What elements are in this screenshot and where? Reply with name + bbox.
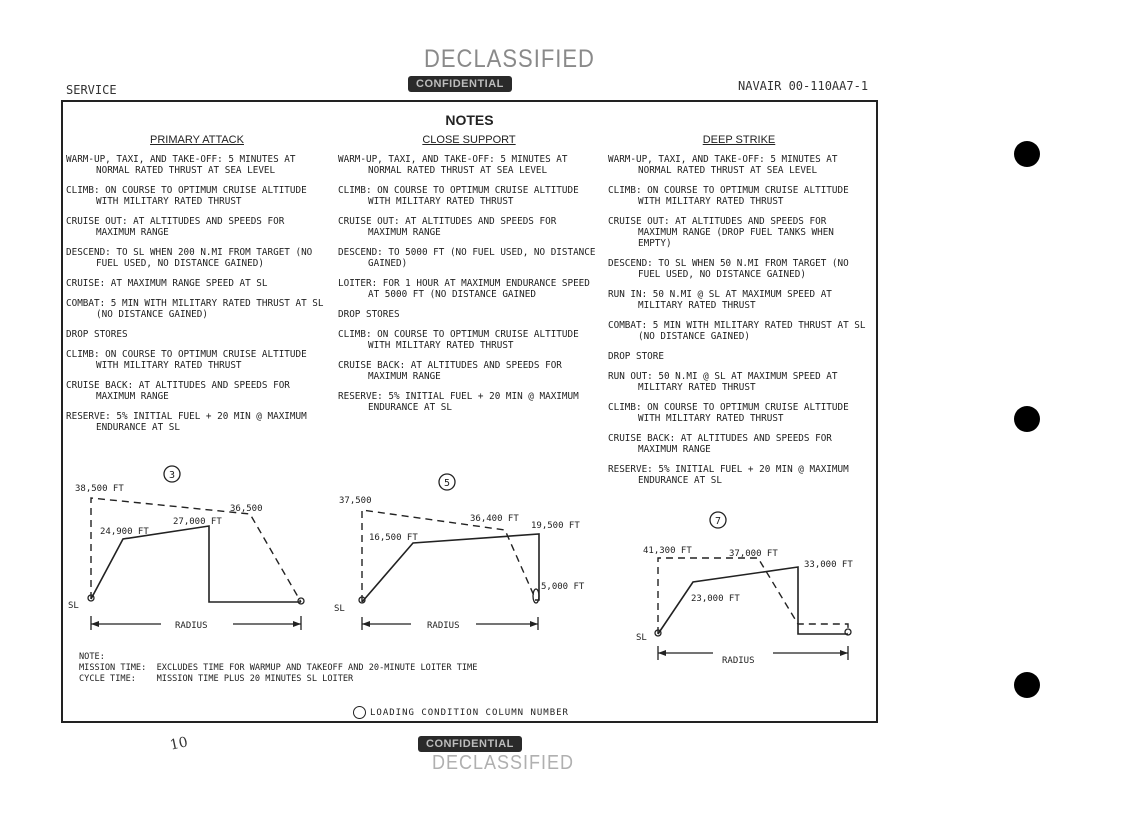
note-item: RUN IN: 50 N.MI @ SL AT MAXIMUM SPEED AT MILITARY RATED THRUST <box>608 289 832 311</box>
note-item: LOITER: FOR 1 HOUR AT MAXIMUM ENDURANCE SPEED AT 5000 FT (NO DISTANCE GAINED <box>338 278 590 300</box>
note-item: CLIMB: ON COURSE TO OPTIMUM CRUISE ALTITUDE WITH MILITARY RATED THRUST <box>608 402 849 424</box>
sl-label: SL <box>334 604 345 614</box>
alt-label: 24,900 FT <box>100 527 149 537</box>
note-item: CLIMB: ON COURSE TO OPTIMUM CRUISE ALTITUDE WITH MILITARY RATED THRUST <box>608 185 849 207</box>
alt-label: 38,500 FT <box>75 484 124 494</box>
confidential-stamp-top: CONFIDENTIAL <box>408 76 512 92</box>
mission-profile-deep-strike <box>623 510 873 670</box>
condition-number: 3 <box>168 470 176 481</box>
note-item: DROP STORES <box>66 329 128 340</box>
note-item: CRUISE OUT: AT ALTITUDES AND SPEEDS FOR MAXIMUM RANGE <box>66 216 285 238</box>
header-service: SERVICE <box>66 83 117 97</box>
column-close-support <box>338 135 600 422</box>
legend-text: LOADING CONDITION COLUMN NUMBER <box>370 707 569 718</box>
note-item: RESERVE: 5% INITIAL FUEL + 20 MIN @ MAXIMUM ENDURANCE AT SL <box>608 464 849 486</box>
column-primary-attack <box>66 135 328 442</box>
note-item: DESCEND: TO SL WHEN 200 N.MI FROM TARGET (NO FUEL USED, NO DISTANCE GAINED) <box>66 247 313 269</box>
note-item: WARM-UP, TAXI, AND TAKE-OFF: 5 MINUTES AT NORMAL RATED THRUST AT SEA LEVEL <box>66 154 296 176</box>
note-item: WARM-UP, TAXI, AND TAKE-OFF: 5 MINUTES AT NORMAL RATED THRUST AT SEA LEVEL <box>338 154 568 176</box>
note-item: RESERVE: 5% INITIAL FUEL + 20 MIN @ MAXIMUM ENDURANCE AT SL <box>66 411 307 433</box>
alt-label: 37,000 FT <box>729 549 778 559</box>
note-item: CRUISE BACK: AT ALTITUDES AND SPEEDS FOR MAXIMUM RANGE <box>66 380 290 402</box>
note-item: CRUISE OUT: AT ALTITUDES AND SPEEDS FOR MAXIMUM RANGE <box>338 216 557 238</box>
column-deep-strike <box>608 135 870 495</box>
binder-hole <box>1014 406 1040 432</box>
profile-dashed <box>91 498 301 602</box>
sl-label: SL <box>636 633 647 643</box>
profile-solid <box>91 526 301 602</box>
note-item: DROP STORE <box>608 351 664 362</box>
alt-label: 16,500 FT <box>369 533 418 543</box>
binder-hole <box>1014 672 1040 698</box>
alt-label: 36,500 <box>230 504 263 514</box>
mission-time-note: NOTE: MISSION TIME: EXCLUDES TIME FOR WARMUP AND TAKEOFF AND 20-MINUTE LOITER TIME CYCLE TIME: MISSION TIME PLUS 20 MINUTES SL LOITER <box>79 652 478 684</box>
note-item: DESCEND: TO 5000 FT (NO FUEL USED, NO DISTANCE GAINED) <box>338 247 596 269</box>
declassified-stamp-top: DECLASSIFIED <box>424 44 595 73</box>
profile-solid <box>362 534 539 602</box>
note-item: CRUISE BACK: AT ALTITUDES AND SPEEDS FOR MAXIMUM RANGE <box>608 433 832 455</box>
note-item: CLIMB: ON COURSE TO OPTIMUM CRUISE ALTITUDE WITH MILITARY RATED THRUST <box>66 185 307 207</box>
notes-title: NOTES <box>445 112 494 128</box>
alt-label: 33,000 FT <box>804 560 853 570</box>
confidential-stamp-bottom: CONFIDENTIAL <box>418 736 522 752</box>
alt-label: 41,300 FT <box>643 546 692 556</box>
column-heading: PRIMARY ATTACK <box>150 134 244 146</box>
alt-label: 27,000 FT <box>173 517 222 527</box>
column-heading: CLOSE SUPPORT <box>422 134 516 146</box>
radius-label: RADIUS <box>722 656 755 666</box>
column-heading: DEEP STRIKE <box>702 134 776 146</box>
alt-label: 37,500 <box>339 496 372 506</box>
note-item: CRUISE BACK: AT ALTITUDES AND SPEEDS FOR MAXIMUM RANGE <box>338 360 562 382</box>
declassified-stamp-bottom: DECLASSIFIED <box>432 750 575 774</box>
note-item: WARM-UP, TAXI, AND TAKE-OFF: 5 MINUTES AT NORMAL RATED THRUST AT SEA LEVEL <box>608 154 838 176</box>
header-doc-number: NAVAIR 00-110AA7-1 <box>738 79 869 93</box>
note-item: RESERVE: 5% INITIAL FUEL + 20 MIN @ MAXIMUM ENDURANCE AT SL <box>338 391 579 413</box>
radius-label: RADIUS <box>427 621 460 631</box>
note-item: CLIMB: ON COURSE TO OPTIMUM CRUISE ALTITUDE WITH MILITARY RATED THRUST <box>338 329 579 351</box>
binder-hole <box>1014 141 1040 167</box>
legend-circle-icon <box>353 706 366 719</box>
note-item: CLIMB: ON COURSE TO OPTIMUM CRUISE ALTITUDE WITH MILITARY RATED THRUST <box>66 349 307 371</box>
legend <box>353 706 569 719</box>
mission-profile-primary-attack <box>63 464 325 634</box>
page-number: 10 <box>168 734 190 754</box>
notes-frame <box>61 100 878 723</box>
condition-number: 7 <box>714 516 722 527</box>
alt-label: 5,000 FT <box>541 582 585 592</box>
sl-label: SL <box>68 601 79 611</box>
note-item: COMBAT: 5 MIN WITH MILITARY RATED THRUST AT SL (NO DISTANCE GAINED) <box>66 298 324 320</box>
mission-profile-close-support <box>331 472 601 642</box>
alt-label: 23,000 FT <box>691 594 740 604</box>
note-item: CRUISE: AT MAXIMUM RANGE SPEED AT SL <box>66 278 268 289</box>
note-item: CRUISE OUT: AT ALTITUDES AND SPEEDS FOR MAXIMUM RANGE (DROP FUEL TANKS WHEN EMPTY) <box>608 216 834 249</box>
condition-number: 5 <box>443 478 451 489</box>
note-item: DESCEND: TO SL WHEN 50 N.MI FROM TARGET (NO FUEL USED, NO DISTANCE GAINED) <box>608 258 849 280</box>
note-item: CLIMB: ON COURSE TO OPTIMUM CRUISE ALTITUDE WITH MILITARY RATED THRUST <box>338 185 579 207</box>
note-item: COMBAT: 5 MIN WITH MILITARY RATED THRUST AT SL (NO DISTANCE GAINED) <box>608 320 866 342</box>
alt-label: 19,500 FT <box>531 521 580 531</box>
alt-label: 36,400 FT <box>470 514 519 524</box>
radius-label: RADIUS <box>175 621 208 631</box>
profile-solid <box>658 567 848 634</box>
note-item: DROP STORES <box>338 309 400 320</box>
note-item: RUN OUT: 50 N.MI @ SL AT MAXIMUM SPEED AT MILITARY RATED THRUST <box>608 371 838 393</box>
